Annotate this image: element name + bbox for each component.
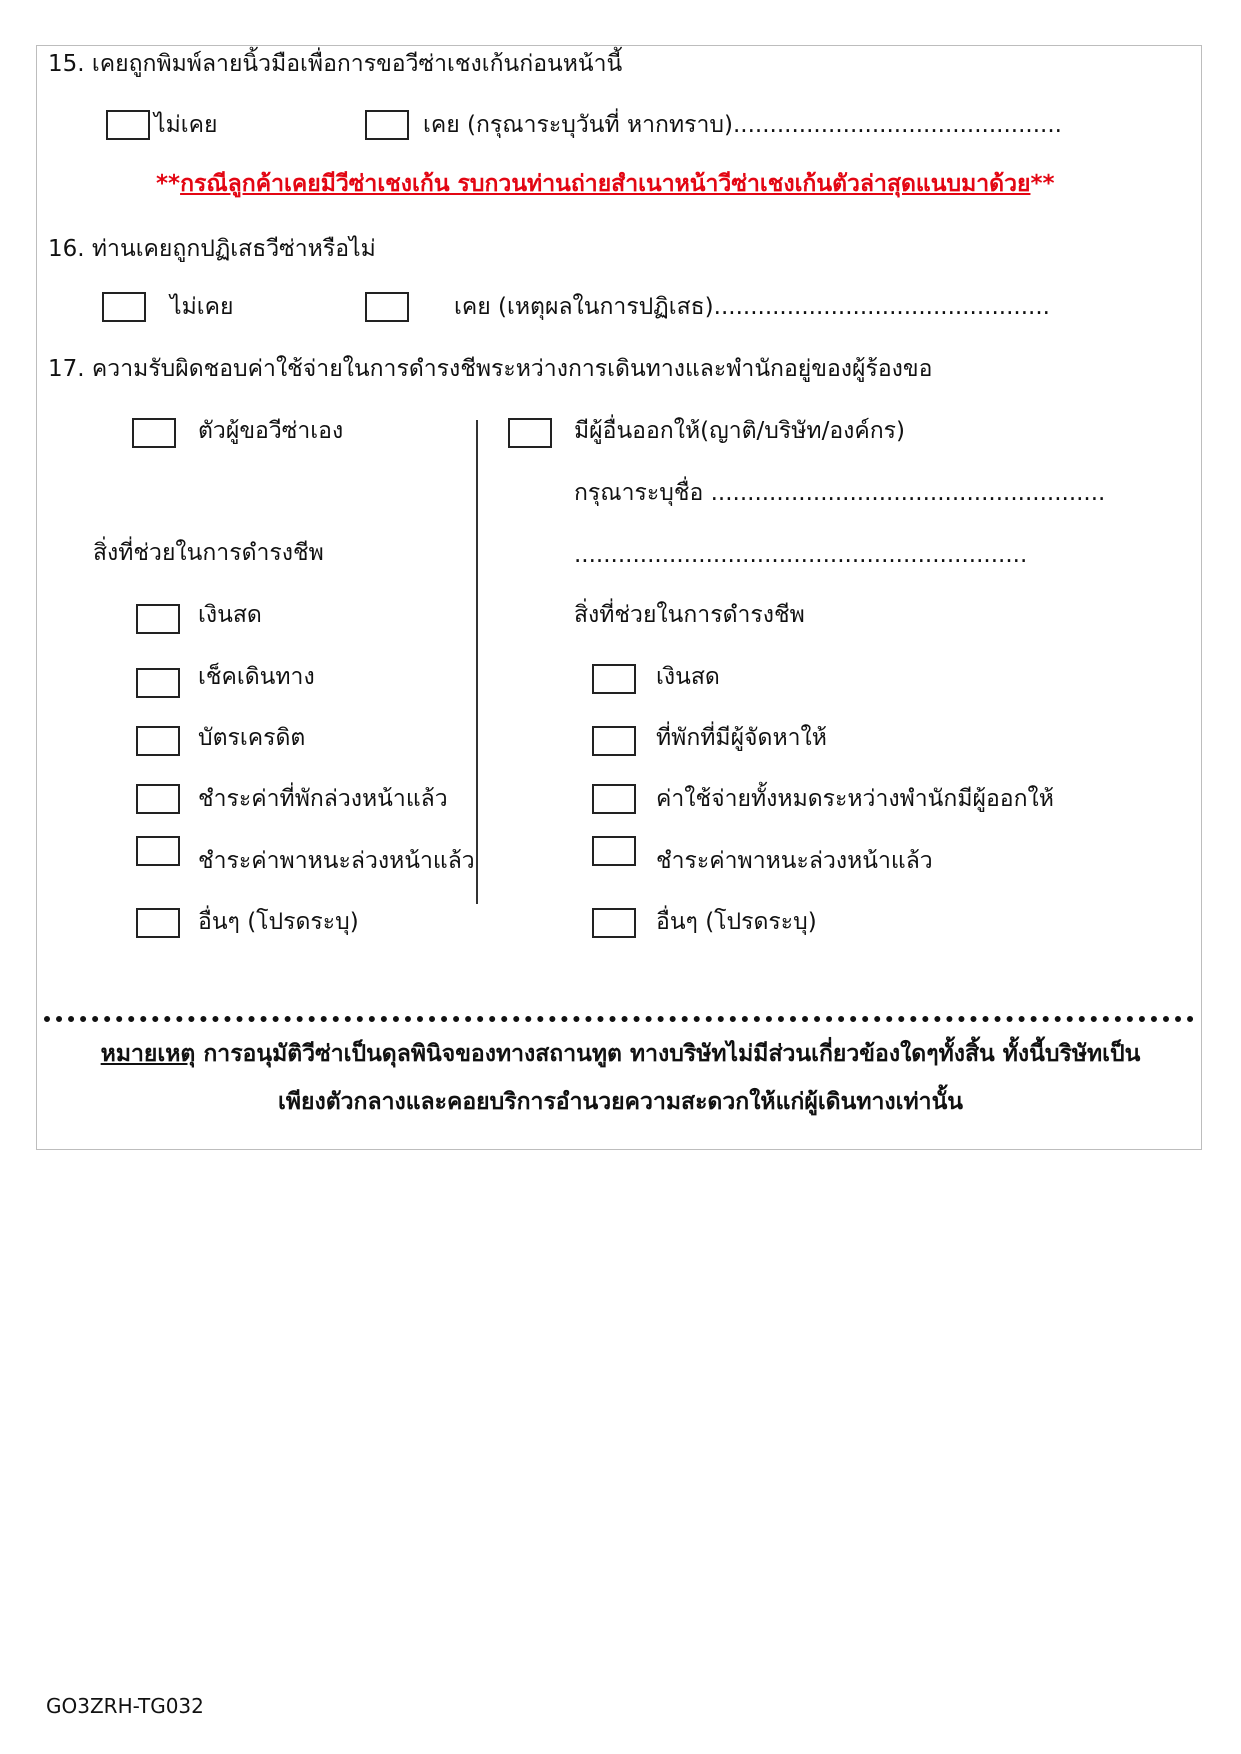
note-line-1 [0, 1039, 1241, 1069]
right-means-item: ค่าใช้จ่ายทั้งหมดระหว่างพำนักมีผู้ออกให้ [656, 786, 1054, 812]
notice-underlined: กรณีลูกค้าเคยมีวีซ่าเชงเก้น รบกวนท่านถ่ายสำเนาหน้าวีซ่าเชงเก้นตัวล่าสุดแนบมาด้วย [180, 171, 1031, 197]
left-means-item: บัตรเครดิต [198, 725, 306, 751]
left-other-checkbox[interactable] [136, 908, 180, 938]
self-paid-label: ตัวผู้ขอวีซ่าเอง [198, 418, 344, 444]
left-means-item: เช็คเดินทาง [198, 664, 315, 690]
q16-question: 16. ท่านเคยถูกปฏิเสธวีซ่าหรือไม่ [48, 236, 376, 262]
right-means-item: ชำระค่าพาหนะล่วงหน้าแล้ว [656, 848, 933, 874]
q15-no-checkbox[interactable] [106, 110, 150, 140]
form-frame [36, 45, 1202, 1150]
left-cash-checkbox[interactable] [136, 604, 180, 634]
document-code: GO3ZRH-TG032 [46, 1694, 204, 1718]
notice-suffix: ** [1030, 171, 1055, 197]
sponsor-paid-checkbox[interactable] [508, 418, 552, 448]
dotted-separator [44, 1016, 1194, 1022]
q16-yes-label: เคย (เหตุผลในการปฏิเสธ).............................................. [454, 294, 1050, 320]
sponsor-name-line2[interactable]: .............................................................. [574, 542, 1028, 568]
right-means-item: อื่นๆ (โปรดระบุ) [656, 909, 817, 935]
left-transport-prepaid-checkbox[interactable] [136, 836, 180, 866]
schengen-copy-notice [156, 169, 1055, 199]
left-travelers-cheque-checkbox[interactable] [136, 668, 180, 698]
right-means-title: สิ่งที่ช่วยในการดำรงชีพ [574, 602, 805, 628]
q15-yes-checkbox[interactable] [365, 110, 409, 140]
left-accommodation-prepaid-checkbox[interactable] [136, 784, 180, 814]
self-paid-checkbox[interactable] [132, 418, 176, 448]
note-text-1: การอนุมัติวีซ่าเป็นดุลพินิจของทางสถานทูต ทางบริษัทไม่มีส่วนเกี่ยวข้องใดๆทั้งสิ้น ทั้งนี้บริษัทเป็น [195, 1041, 1141, 1067]
notice-prefix: ** [156, 171, 181, 197]
right-all-expenses-covered-checkbox[interactable] [592, 784, 636, 814]
right-means-item: ที่พักที่มีผู้จัดหาให้ [656, 725, 827, 751]
q15-yes-label: เคย (กรุณาระบุวันที่ หากทราบ)............................................. [423, 112, 1062, 138]
sponsor-name-field[interactable]: กรุณาระบุชื่อ ...................................................... [574, 480, 1106, 506]
q17-question: 17. ความรับผิดชอบค่าใช้จ่ายในการดำรงชีพระหว่างการเดินทางและพำนักอยู่ของผู้ร้องขอ [48, 356, 933, 382]
q16-no-checkbox[interactable] [102, 292, 146, 322]
q16-no-label: ไม่เคย [170, 294, 234, 320]
left-credit-card-checkbox[interactable] [136, 726, 180, 756]
q15-question: 15. เคยถูกพิมพ์ลายนิ้วมือเพื่อการขอวีซ่าเชงเก้นก่อนหน้านี้ [48, 51, 623, 77]
note-line-2: เพียงตัวกลางและคอยบริการอำนวยความสะดวกให้แก่ผู้เดินทางเท่านั้น [277, 1089, 964, 1115]
right-transport-prepaid-checkbox[interactable] [592, 836, 636, 866]
left-means-item: ชำระค่าพาหนะล่วงหน้าแล้ว [198, 848, 475, 874]
right-accommodation-provided-checkbox[interactable] [592, 726, 636, 756]
q15-no-label: ไม่เคย [154, 112, 218, 138]
q16-yes-checkbox[interactable] [365, 292, 409, 322]
right-cash-checkbox[interactable] [592, 664, 636, 694]
note-label: หมายเหตุ [100, 1041, 196, 1067]
left-means-item: อื่นๆ (โปรดระบุ) [198, 909, 359, 935]
left-means-title: สิ่งที่ช่วยในการดำรงชีพ [93, 540, 324, 566]
left-means-item: ชำระค่าที่พักล่วงหน้าแล้ว [198, 786, 448, 812]
column-divider [476, 420, 478, 904]
sponsor-paid-label: มีผู้อื่นออกให้(ญาติ/บริษัท/องค์กร) [574, 418, 905, 444]
right-other-checkbox[interactable] [592, 908, 636, 938]
left-means-item: เงินสด [198, 602, 262, 628]
right-means-item: เงินสด [656, 664, 720, 690]
